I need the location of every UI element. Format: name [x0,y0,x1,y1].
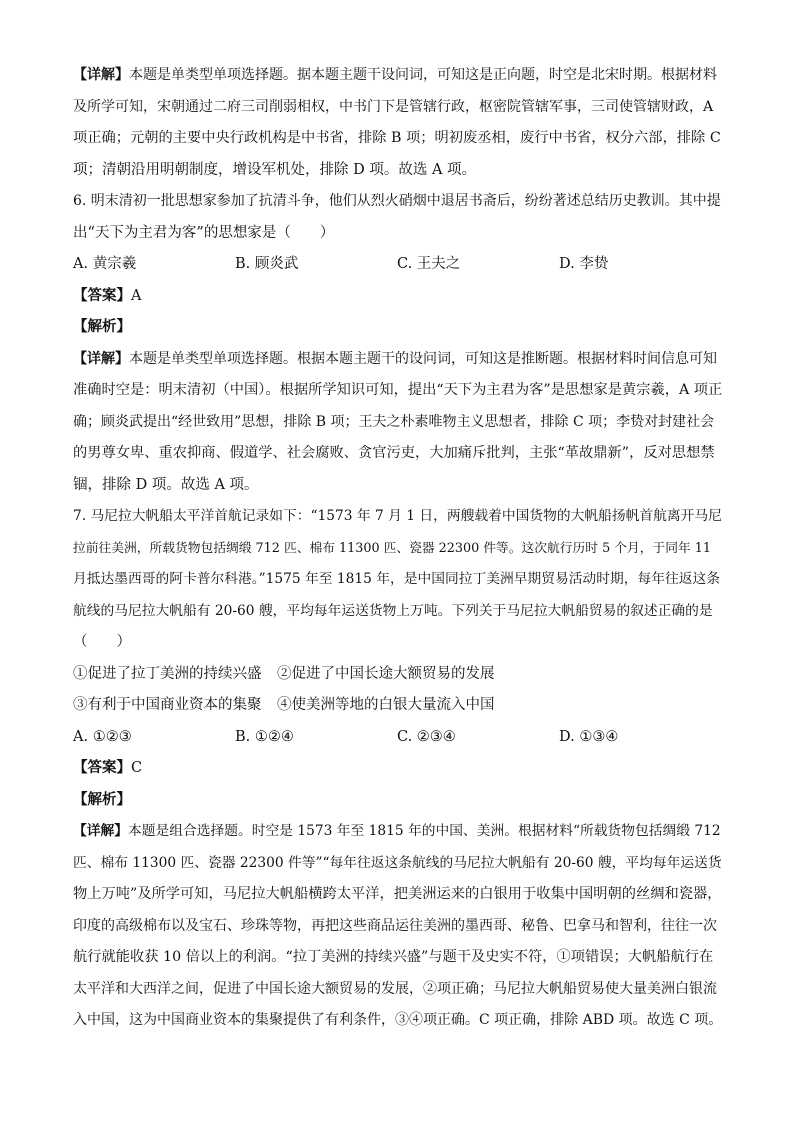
option-a: A. ①②③ [73,728,132,745]
question-7-detail [73,816,723,1037]
statement-2: ②促进了中国长途大额贸易的发展 [277,665,495,682]
detail-tag: 【详解】 [73,67,129,83]
question-6-analysis [73,312,723,344]
text-line: 确；顾炎武提出“经世致用”思想，排除 B 项；王夫之朴素唯物主义思想者，排除 C 项；李贽对封建社会 [73,413,715,430]
analysis-tag: 【解析】 [73,319,131,335]
text-line: 及所学可知，宋朝通过二府三司削弱相权，中书门下是管辖行政，枢密院管辖军事，三司使管辖财政，A [73,98,714,115]
question-6-options [73,249,723,281]
text-line: 出“天下为主君为客”的思想家是（ ） [73,224,335,241]
answer-tag: 【答案】 [73,760,131,776]
text-line: 的男尊女卑、重农抑商、假道学、社会腐败、贪官污吏，大加痛斥批判，主张“革故鼎新”，反对思想禁 [73,445,715,461]
text-line: 拉前往美洲，所载货物包括绸缎 712 匹、棉布 11300 匹、瓷器 22300 件等。这次航行历时 5 个月，于同年 11 [73,540,712,556]
analysis-tag: 【解析】 [73,791,131,808]
question-6-answer [73,281,723,313]
document-page [73,60,723,1037]
text-line: 太平洋和大西洋之间，促进了中国长途大额贸易的发展，②项正确；马尼拉大帆船贸易使大量美洲白银流 [73,980,717,997]
answer-value: C [131,760,143,776]
question-7-analysis [73,785,723,817]
option-c: C. ②③④ [397,728,456,745]
question-7-answer [73,753,723,785]
text-line: 印度的高级棉布以及宝石、珍珠等物，再把这些商品运往美洲的墨西哥、秘鲁、巴拿马和智利，往往一次 [73,917,717,934]
text-line: 本题是组合选择题。时空是 1573 年至 1815 年的中国、美洲。根据材料“所载货物包括绸缎 712 [128,823,721,839]
prev-detail [73,60,723,186]
option-c: C. 王夫之 [397,256,461,272]
text-line: 入中国，这为中国商业资本的集聚提供了有利条件，③④项正确。C 项正确，排除 ABD 项。故选 C 项。 [73,1012,723,1028]
text-line: 项正确；元朝的主要中央行政机构是中书省，排除 B 项；明初废丞相，废行中书省，权分六部，排除 C [73,130,721,146]
option-a: A. 黄宗羲 [73,256,137,272]
text-line: 航行就能收获 10 倍以上的利润。“拉丁美洲的持续兴盛”与题干及史实不符，①项错误；大帆船航行在 [73,949,714,965]
question-7-statements-row-2 [73,690,723,722]
text-line: 月抵达墨西哥的阿卡普尔科港。”1575 年至 1815 年，是中国同拉丁美洲早期贸易活动时期，每年往返这条 [73,571,721,587]
question-7-options [73,722,723,754]
text-line: 6. 明末清初一批思想家参加了抗清斗争，他们从烈火硝烟中退居书斋后，纷纷著述总结历史教训。其中提 [73,193,721,209]
text-line: 7. 马尼拉大帆船太平洋首航记录如下：“1573 年 7 月 1 日，两艘载着中国货物的大帆船扬帆首航离开马尼 [73,508,722,524]
question-7-stem [73,501,723,659]
question-6-stem [73,186,723,249]
text-line: 本题是单类型单项选择题。据本题主题干设问词，可知这是正向题，时空是北宋时期。根据材料 [129,67,717,83]
option-b: B. 顾炎武 [235,256,299,272]
option-d: D. ①③④ [559,728,619,745]
statement-3: ③有利于中国商业资本的集聚 [73,697,262,713]
statement-1: ①促进了拉丁美洲的持续兴盛 [73,665,262,682]
text-line: 项；清朝沿用明朝制度，增设军机处，排除 D 项。故选 A 项。 [73,161,477,178]
text-line: 锢，排除 D 项。故选 A 项。 [73,476,259,493]
statement-4: ④使美洲等地的白银大量流入中国 [277,697,495,713]
text-line: 匹、棉布 11300 匹、瓷器 22300 件等”“每年往返这条航线的马尼拉大帆船有 20-60 艘，平均每年运送货 [73,854,722,871]
option-b: B. ①②④ [235,728,294,745]
text-line: （ ） [73,634,131,650]
detail-tag: 【详解】 [73,350,129,367]
text-line: 航线的马尼拉大帆船有 20-60 艘，平均每年运送货物上万吨。下列关于马尼拉大帆船贸易的叙述正确的是 [73,602,713,619]
answer-tag: 【答案】 [73,287,131,304]
question-6-detail [73,344,723,502]
option-d: D. 李贽 [559,256,609,272]
text-line: 准确时空是：明末清初（中国）。根据所学知识可知，提出“天下为主君为客”是思想家是黄宗羲，A 项正 [73,382,723,398]
text-line: 本题是单类型单项选择题。根据本题主题干的设问词，可知这是推断题。根据材料时间信息可知 [129,350,717,367]
answer-value: A [131,287,142,304]
detail-tag: 【详解】 [73,823,129,839]
text-line: 物上万吨”及所学可知，马尼拉大帆船横跨太平洋，把美洲运来的白银用于收集中国明朝的丝绸和瓷器， [73,886,722,902]
question-7-statements-row-1 [73,659,723,691]
